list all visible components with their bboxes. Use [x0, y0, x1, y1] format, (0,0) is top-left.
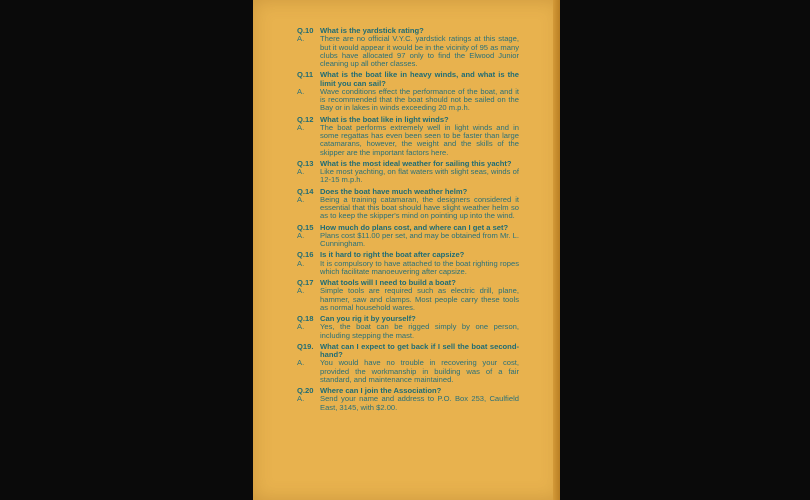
faq-item — [297, 315, 519, 340]
faq-item — [297, 27, 519, 68]
question-text: What is the yardstick rating? — [320, 26, 424, 35]
answer-label: A. — [297, 322, 305, 332]
question-text: What tools will I need to build a boat? — [320, 278, 456, 287]
question-text: Does the boat have much weather helm? — [320, 186, 468, 196]
faq-item — [297, 251, 519, 276]
answer-label: A. — [297, 258, 305, 268]
faq-item — [297, 160, 519, 185]
answer-text: Yes, the boat can be rigged simply by one person, including stepping the mast. — [320, 322, 519, 340]
question-text: Is it hard to right the boat after capsize? — [320, 250, 465, 260]
faq-answer — [297, 395, 519, 412]
faq-answer — [297, 35, 519, 68]
question-number: Q.18 — [297, 314, 314, 323]
answer-text: You would have no trouble in recovering your cost, provided the workmanship in building was of a fair standard, and maintenance maintained. — [320, 358, 519, 384]
faq-item — [297, 387, 519, 412]
answer-label: A. — [297, 34, 305, 44]
answer-text: Like most yachting, on flat waters with slight seas, winds of 12-15 m.p.h. — [320, 167, 519, 185]
answer-label: A. — [297, 167, 305, 176]
question-number: Q.20 — [297, 386, 314, 395]
faq-answer — [297, 359, 519, 384]
answer-label: A. — [297, 230, 305, 240]
answer-label: A. — [297, 286, 305, 296]
answer-text: There are no official V.Y.C. yardstick ratings at this stage, but it would appear it would be in the vicinity of 95 as many clubs have allocated 97 only to find the Elwood Junior cleaning up all other classes. — [320, 34, 519, 68]
question-number: Q.14 — [297, 186, 314, 196]
faq-answer — [297, 323, 519, 340]
faq-question — [297, 71, 519, 88]
question-number: Q.11 — [297, 70, 314, 80]
answer-label: A. — [297, 194, 305, 204]
question-text: What is the most ideal weather for sailing this yacht? — [320, 158, 512, 168]
faq-item — [297, 224, 519, 249]
answer-text: The boat performs extremely well in light winds and in some regattas has even been seen to be faster than large catamarans, however, the weight and the skills of the skipper are the important factors here. — [320, 122, 519, 157]
faq-item — [297, 343, 519, 384]
question-text: How much do plans cost, and where can I get a set? — [320, 222, 509, 232]
question-number: Q.17 — [297, 278, 314, 287]
answer-text: Send your name and address to P.O. Box 253, Caulfield East, 3145, with $2.00. — [320, 394, 519, 412]
faq-answer — [297, 88, 519, 113]
answer-text: Simple tools are required such as electric drill, plane, hammer, saw and clamps. Most people carry these tools as normal household wares. — [320, 286, 519, 312]
question-text: Where can I join the Association? — [320, 386, 442, 395]
answer-text: It is compulsory to have attached to the boat righting ropes which facilitate manoeuvering after capsize. — [320, 258, 519, 276]
page-edge — [553, 0, 560, 500]
question-text: What can I expect to get back if I sell the boat second-hand? — [320, 341, 519, 359]
question-number: Q.13 — [297, 158, 314, 168]
faq-item — [297, 116, 519, 157]
faq-answer — [297, 196, 519, 221]
faq-answer — [297, 124, 519, 157]
faq-question — [297, 343, 519, 360]
answer-label: A. — [297, 394, 305, 404]
answer-text: Wave conditions effect the performance of the boat, and it is recommended that the boat should not be sailed on the Bay or in lakes in winds exceeding 20 m.p.h. — [320, 86, 519, 113]
answer-text: Plans cost $11.00 per set, and may be obtained from Mr. L. Cunningham. — [320, 230, 519, 248]
answer-label: A. — [297, 122, 305, 132]
faq-answer — [297, 260, 519, 277]
question-text: What is the boat like in heavy winds, and what is the limit you can sail? — [320, 70, 519, 88]
answer-label: A. — [297, 358, 305, 368]
faq-list — [297, 27, 519, 415]
faq-answer — [297, 168, 519, 185]
question-number: Q.12 — [297, 114, 314, 124]
question-number: Q.10 — [297, 26, 314, 35]
faq-item — [297, 279, 519, 312]
question-number: Q19. — [297, 341, 314, 351]
question-text: Can you rig it by yourself? — [320, 314, 416, 323]
answer-label: A. — [297, 86, 305, 96]
faq-item — [297, 71, 519, 112]
faq-answer — [297, 232, 519, 249]
answer-text: Being a training catamaran, the designers considered it essential that this boat should have slight weather helm so as to keep the skipper's mind on pointing up into the wind. — [320, 194, 519, 221]
faq-answer — [297, 287, 519, 312]
question-number: Q.16 — [297, 250, 314, 260]
question-number: Q.15 — [297, 222, 314, 232]
question-text: What is the boat like in light winds? — [320, 114, 449, 124]
faq-item — [297, 188, 519, 221]
